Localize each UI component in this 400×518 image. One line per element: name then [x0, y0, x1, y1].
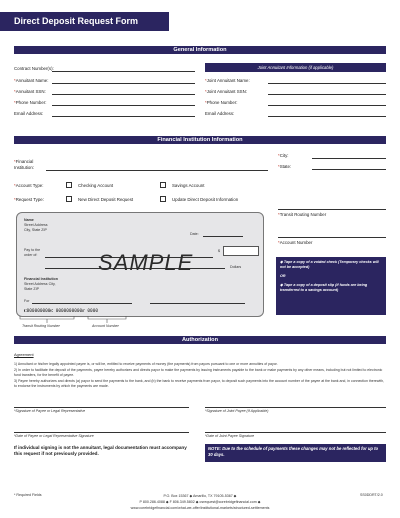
required-fields-legend: * Required Fields	[14, 493, 42, 497]
footer-contact: P 800.286.4088 ◆ F 806.349.5802 ◆ csrequest@corebridgefinancial.com ◆	[139, 500, 261, 504]
savings-checkbox[interactable]	[160, 182, 166, 188]
phone-label: *Phone Number:	[14, 100, 47, 105]
account-number-label: *Account Number	[278, 240, 313, 245]
check-for-label: For	[24, 299, 30, 303]
update-request-checkbox[interactable]	[160, 196, 166, 202]
annuitant-ssn-field[interactable]	[52, 94, 195, 95]
footer-address: P.O. Box 15367 ◆ Amarillo, TX 79105-5367 ◆	[163, 494, 237, 498]
check-fi-name: Financial Institution	[24, 277, 58, 281]
signer-warning: If individual signing is not the annuitant, legal documentation must accompany this request if not previously provided.	[14, 445, 187, 456]
email-field[interactable]	[52, 116, 195, 117]
request-type-label: *Request Type:	[14, 197, 44, 202]
joint-ssn-label: *Joint Annuitant SSN:	[205, 89, 247, 94]
or-separator: OR	[280, 274, 286, 278]
state-label: *State:	[278, 164, 292, 169]
joint-name-field[interactable]	[268, 83, 386, 84]
check-fi-street: Street Address City,	[24, 282, 56, 286]
check-city: City, State ZIP	[24, 228, 47, 232]
processing-note: NOTE: Due to the schedule of payments these changes may not be reflected for up to 30 days.	[205, 444, 386, 462]
phone-field[interactable]	[52, 105, 195, 106]
routing-caption: Transit Routing Number	[22, 324, 60, 328]
joint-date-field[interactable]	[205, 432, 386, 433]
check-date-label: Date:	[190, 232, 199, 236]
institution-label: *Financial Institution:	[14, 159, 35, 170]
payee-date-field[interactable]	[14, 432, 189, 433]
update-request-label: Update Direct Deposit Information	[172, 197, 239, 202]
check-order-of: order of:	[24, 253, 38, 257]
annuitant-name-label: *Annuitant Name:	[14, 78, 49, 83]
payee-signature-field[interactable]	[14, 407, 189, 408]
new-request-label: New Direct Deposit Request	[78, 197, 134, 202]
payee-date-label: *Date of Payee or Legal Representative Signature	[14, 434, 94, 438]
checking-label: Checking Account	[78, 183, 114, 188]
agreement-heading: Agreement	[14, 352, 34, 357]
check-pay-to: Pay to the	[24, 248, 41, 252]
check-street: Street Address	[24, 223, 48, 227]
joint-name-label: *Joint Annuitant Name:	[205, 78, 250, 83]
check-fi-state: State ZIP	[24, 287, 39, 291]
joint-ssn-field[interactable]	[268, 94, 386, 95]
joint-phone-field[interactable]	[268, 105, 386, 106]
contract-numbers-field[interactable]	[52, 71, 195, 72]
city-label: *City:	[278, 153, 289, 158]
routing-number-field[interactable]	[278, 209, 386, 210]
joint-annuitant-header: Joint Annuitant Information (if applicable)	[205, 63, 386, 72]
payee-signature-label: *Signature of Payee or Legal Representative	[14, 409, 86, 413]
joint-signature-label: *Signature of Joint Payee (If Applicable)	[205, 409, 269, 413]
form-title: Direct Deposit Request Form	[0, 12, 169, 31]
deposit-slip-note: ◆ Tape a copy of a deposit slip (if funds are being transferred to a savings account)	[280, 283, 368, 292]
savings-label: Savings Account	[172, 183, 205, 188]
agreement-item-2: 2) In order to facilitate the deposit of the payments, payee hereby authorizes and directs payor to make the payments by issuing instruments payable to the bank or make payments by any other means, including but not limited to electronic fund transfers, for the benefit of payee.	[14, 368, 383, 377]
state-field[interactable]	[312, 169, 386, 170]
account-type-label: *Account Type:	[14, 183, 44, 188]
footer-website[interactable]: www.corebridgefinancial.com/what-we-offer/institutional-markets/structured-settlements	[130, 506, 270, 510]
joint-email-label: Email Address:	[205, 111, 235, 116]
check-memo-line	[32, 303, 132, 304]
sample-watermark: SAMPLE	[98, 250, 194, 275]
annuitant-ssn-label: *Annuitant SSN:	[14, 89, 46, 94]
check-amount-box	[223, 246, 259, 256]
city-field[interactable]	[312, 158, 386, 159]
agreement-item-1: 1) Annuitant or his/her legally appointed payee is, or will be, entitled to receive payments of money (the payments) from payors pursuant to one or more annuities of payor.	[14, 362, 278, 366]
check-signature-line	[150, 303, 245, 304]
section-authorization: Authorization	[14, 336, 386, 344]
agreement-item-3: 3) Payee hereby authorizes and directs (a) payor to send the payments to the bank, and (b) the bank to receive payments from payor, to deposit such payments into the account number of the payee at the bank and, in connection therewith, to endorse the instruments by which the payments are made.	[14, 379, 385, 388]
check-micr-line: ⑆000000000⑆ 0000000000⑈ 0000	[24, 309, 98, 314]
check-dollars-label: Dollars	[230, 265, 242, 269]
joint-signature-field[interactable]	[205, 407, 386, 408]
check-date-line	[203, 236, 243, 237]
voided-check-note: ◆ Tape a copy of a voided check (Temporary checks will not be accepted)	[280, 260, 379, 269]
voided-check-instructions	[276, 257, 386, 315]
form-code: SS0DDRT/2.0	[360, 493, 383, 497]
email-label: Email Address:	[14, 111, 44, 116]
contract-numbers-label: Contract Number(s):	[14, 66, 54, 71]
joint-phone-label: *Phone Number:	[205, 100, 238, 105]
annuitant-name-field[interactable]	[52, 83, 195, 84]
checking-checkbox[interactable]	[66, 182, 72, 188]
routing-number-label: *Transit Routing Number	[278, 212, 327, 217]
new-request-checkbox[interactable]	[66, 196, 72, 202]
section-financial-institution: Financial Institution Information	[14, 136, 386, 144]
check-name: Name	[24, 218, 34, 222]
section-general-information: General Information	[14, 46, 386, 54]
account-number-field[interactable]	[278, 237, 386, 238]
joint-email-field[interactable]	[268, 116, 386, 117]
institution-field[interactable]	[46, 170, 268, 171]
joint-date-label: *Date of Joint Payee Signature	[205, 434, 255, 438]
account-caption: Account Number	[92, 324, 119, 328]
check-dollar-sign: $	[218, 249, 220, 253]
